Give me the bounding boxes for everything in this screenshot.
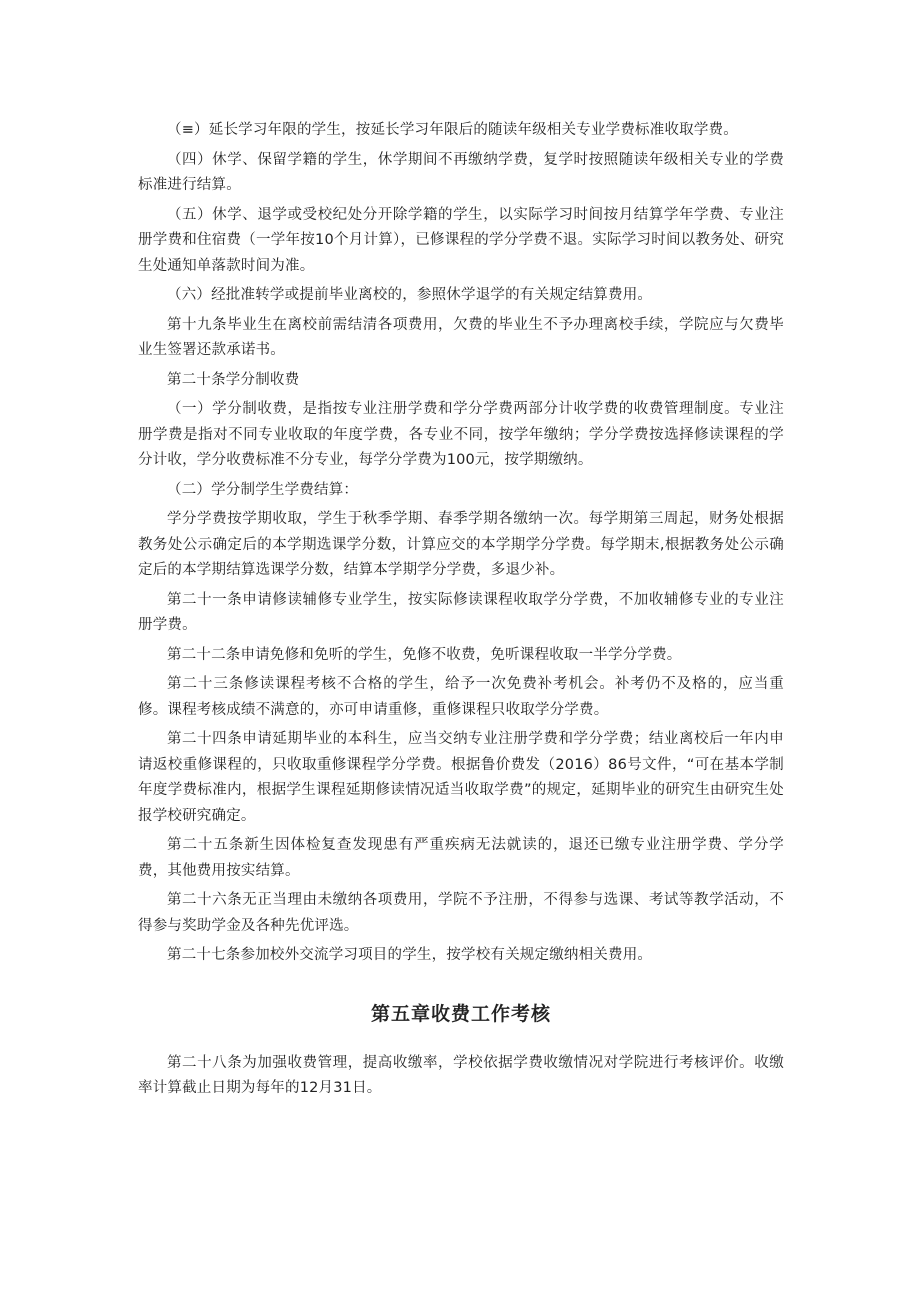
paragraph: （一）学分制收费，是指按专业注册学费和学分学费两部分计收学费的收费管理制度。专业注册学费是指对不同专业收取的年度学费，各专业不同，按学年缴纳；学分学费按选择修读课程的学分计收，学分收费标准不分专业，每学分学费为100元，按学期缴纳。 <box>138 401 784 468</box>
paragraph: （≡）延长学习年限的学生，按延长学习年限后的随读年级相关专业学费标准收取学费。 <box>167 122 738 138</box>
paragraph: （二）学分制学生学费结算： <box>167 481 359 498</box>
paragraph: （四）休学、保留学籍的学生，休学期间不再缴纳学费，复学时按照随读年级相关专业的学费标准进行结算。 <box>138 151 784 193</box>
paragraph: 第二十五条新生因体检复查发现患有严重疾病无法就读的，退还已缴专业注册学费、学分学费，其他费用按实结算。 <box>138 837 784 879</box>
paragraph: 学分学费按学期收取，学生于秋季学期、春季学期各缴纳一次。每学期第三周起，财务处根据教务处公示确定后的本学期选课学分数，计算应交的本学期学分学费。每学期末,根据教务处公示确定后的本学期结算选课学分数，结算本学期学分学费，多退少补。 <box>138 511 784 578</box>
paragraph: 第二十三条修读课程考核不合格的学生，给予一次免费补考机会。补考仍不及格的，应当重修。课程考核成绩不满意的，亦可申请重修，重修课程只收取学分学费。 <box>138 676 784 718</box>
paragraph: （六）经批准转学或提前毕业离校的，参照休学退学的有关规定结算费用。 <box>167 287 653 303</box>
paragraph: 第二十四条申请延期毕业的本科生，应当交纳专业注册学费和学分学费；结业离校后一年内申请返校重修课程的，只收取重修课程学分学费。根据鲁价费发（2016）86号文件，“可在基本学制年度学费标准内，根据学生课程延期修读情况适当收取学费”的规定，延期毕业的研究生由研究生处报学校研究确定。 <box>138 731 784 824</box>
chapter-title: 第五章收费工作考核 <box>370 1002 551 1025</box>
paragraph: 第二十六条无正当理由未缴纳各项费用，学院不予注册，不得参与选课、考试等教学活动，不得参与奖助学金及各种先优评选。 <box>138 892 784 934</box>
paragraph: 第二十条学分制收费 <box>167 371 300 388</box>
paragraph: 第二十二条申请免修和免听的学生，免修不收费，免听课程收取一半学分学费。 <box>167 646 682 663</box>
paragraph: 第十九条毕业生在离校前需结清各项费用，欠费的毕业生不予办理离校手续，学院应与欠费毕业生签署还款承诺书。 <box>138 316 784 358</box>
document-body <box>138 118 784 1106</box>
paragraph: 第二十七条参加校外交流学习项目的学生，按学校有关规定缴纳相关费用。 <box>167 947 653 963</box>
paragraph: 第二十一条申请修读辅修专业学生，按实际修读课程收取学分学费，不加收辅修专业的专业注册学费。 <box>138 591 784 633</box>
paragraph: （五）休学、退学或受校纪处分开除学籍的学生，以实际学习时间按月结算学年学费、专业注册学费和住宿费（一学年按10个月计算），已修课程的学分学费不退。实际学习时间以教务处、研究生处通知单落款时间为准。 <box>138 206 784 274</box>
paragraph: 第二十八条为加强收费管理，提高收缴率，学校依据学费收缴情况对学院进行考核评价。收缴率计算截止日期为每年的12月31日。 <box>138 1054 784 1096</box>
